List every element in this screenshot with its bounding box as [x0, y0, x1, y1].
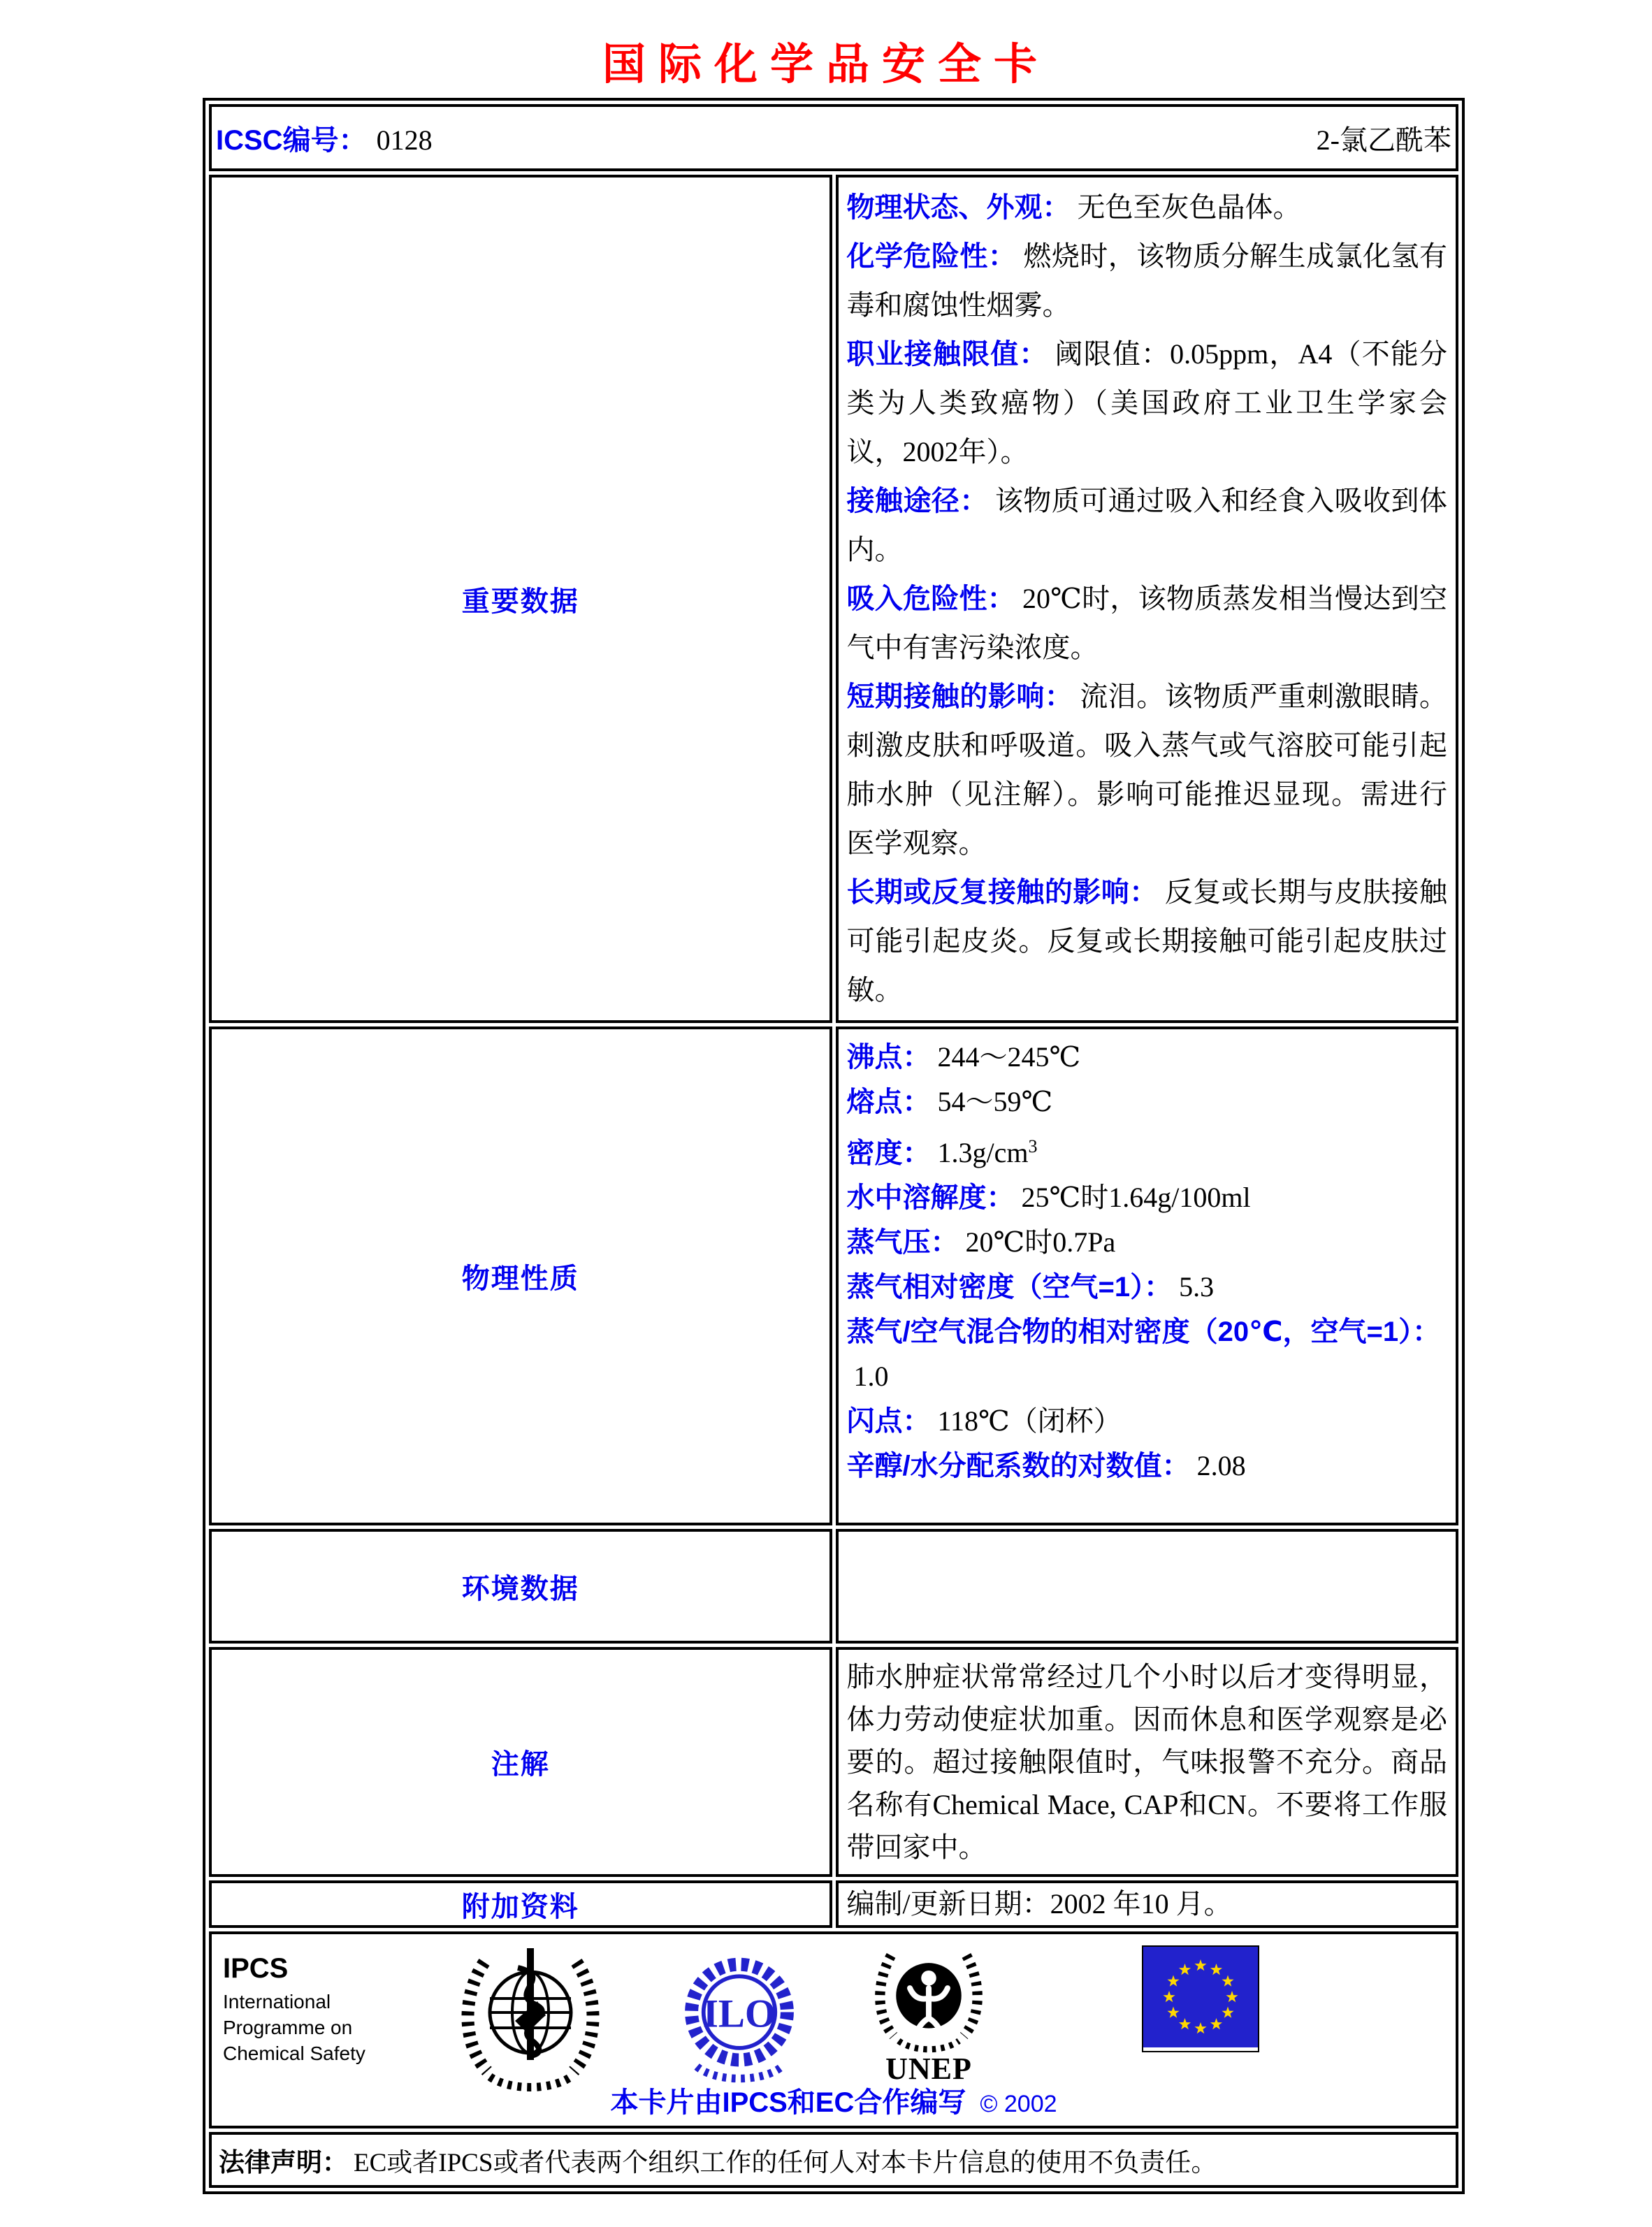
physical-item-8: [847, 1444, 1448, 1488]
legal-notice-text: EC或者IPCS或者代表两个组织工作的任何人对本卡片信息的使用不负责任。: [354, 2149, 1217, 2177]
physical-item-2: [847, 1124, 1448, 1175]
ipcs-subtitle-line: Programme on: [223, 2017, 353, 2038]
field-label: 闪点：: [846, 1406, 931, 1437]
field-value: 燃烧时，该物质分解生成氯化氢有毒和腐蚀性烟雾。: [846, 240, 1448, 321]
physical-item-3: [847, 1175, 1448, 1220]
ilo-logo-icon: [673, 1950, 806, 2093]
density-exponent: 3: [1028, 1136, 1038, 1156]
section-label-physical-properties: 物理性质: [209, 1027, 832, 1525]
physical-item-6: [847, 1310, 1448, 1399]
field-value: 反复或长期与皮肤接触可能引起皮炎。反复或长期接触可能引起皮肤过敏。: [846, 876, 1448, 1006]
field-value: 该物质可通过吸入和经食入吸收到体内。: [846, 485, 1447, 565]
physical-item-5: [847, 1265, 1448, 1310]
ilo-logo-text: ILO: [702, 1992, 776, 2036]
icsc-number-group: [216, 118, 433, 158]
who-logo-icon: [454, 1943, 607, 2103]
section-label-notes: 注解: [209, 1647, 832, 1877]
field-value: 5.3: [1179, 1271, 1215, 1303]
field-label: 蒸气/空气混合物的相对密度（20℃，空气=1）：: [846, 1316, 1441, 1348]
field-value: 1.3g/cm: [937, 1137, 1029, 1169]
field-label: 长期或反复接触的影响：: [846, 877, 1158, 908]
field-value: 118℃（闭杯）: [937, 1405, 1122, 1437]
field-label: 水中溶解度：: [846, 1182, 1015, 1214]
icsc-number-value: 0128: [376, 124, 433, 156]
ipcs-block: [223, 1952, 365, 2066]
physical-properties-content: [836, 1027, 1459, 1525]
field-value: 20℃时0.7Pa: [965, 1226, 1116, 1258]
important-data-content: [836, 175, 1459, 1023]
field-label: 吸入危险性：: [846, 583, 1015, 614]
important-item-6: [847, 868, 1448, 1015]
important-item-1: [847, 232, 1448, 330]
unep-logo-text: UNEP: [885, 2052, 972, 2086]
field-label: 化学危险性：: [846, 241, 1017, 272]
icsc-number-label: ICSC编号：: [216, 124, 367, 156]
caption-copyright: © 2002: [980, 2091, 1057, 2117]
important-item-5: [847, 672, 1448, 868]
field-label: 蒸气压：: [846, 1227, 959, 1258]
field-label: 接触途径：: [846, 486, 988, 516]
field-label: 密度：: [846, 1138, 931, 1169]
field-value: 无色至灰色晶体。: [1077, 191, 1301, 223]
caption-text: 本卡片由IPCS和EC合作编写: [610, 2087, 966, 2118]
section-label-important-data: 重要数据: [209, 175, 832, 1023]
field-value: 阈限值：0.05ppm，A4（不能分类为人类致癌物）（美国政府工业卫生学家会议，2002年）。: [846, 338, 1448, 467]
field-value: 2.08: [1196, 1450, 1246, 1482]
field-label: 沸点：: [846, 1042, 931, 1073]
physical-item-7: [847, 1399, 1448, 1444]
additional-info-content: 编制/更新日期：2002 年10 月。: [836, 1880, 1459, 1928]
field-label: 短期接触的影响：: [846, 681, 1073, 712]
field-value: 54～59℃: [937, 1086, 1053, 1117]
field-value: 20℃时，该物质蒸发相当慢达到空气中有害污染浓度。: [846, 583, 1448, 663]
page-title: 国际化学品安全卡: [602, 41, 1050, 89]
unep-logo-icon: [859, 1945, 999, 2084]
field-value: 25℃时1.64g/100ml: [1021, 1182, 1251, 1214]
chemical-name: 2-氯乙酰苯: [1316, 124, 1451, 156]
field-label: 辛醇/水分配系数的对数值：: [846, 1451, 1190, 1482]
physical-item-0: [847, 1035, 1448, 1080]
important-item-3: [847, 477, 1448, 574]
ipcs-subtitle-line: Chemical Safety: [223, 2043, 365, 2064]
field-value: 流泪。该物质严重刺激眼睛。刺激皮肤和呼吸道。吸入蒸气或气溶胶可能引起肺水肿（见注解）。影响可能推迟显现。需进行医学观察。: [846, 681, 1448, 859]
card-header-row: [209, 104, 1458, 171]
field-label: 蒸气相对密度（空气=1）：: [846, 1272, 1173, 1303]
field-label: 物理状态、外观：: [846, 192, 1071, 223]
organization-logos-row: [209, 1931, 1458, 2128]
field-label: 熔点：: [846, 1087, 931, 1117]
important-item-0: [847, 183, 1448, 232]
notes-content: [836, 1647, 1459, 1877]
legal-notice-label: 法律声明：: [219, 2148, 348, 2177]
field-value: 1.0: [853, 1361, 889, 1393]
field-value: 244～245℃: [937, 1041, 1081, 1073]
legal-notice-row: [209, 2132, 1458, 2188]
notes-text: 肺水肿症状常常经过几个小时以后才变得明显，体力劳动使症状加重。因而休息和医学观察是必要的。超过接触限值时，气味报警不充分。商品名称有Chemical Mace, CAP和CN。不要将工作服带回家中。: [846, 1661, 1447, 1863]
ipcs-title: IPCS: [223, 1953, 289, 1984]
physical-item-4: [847, 1220, 1448, 1265]
section-label-additional-info: 附加资料: [209, 1880, 832, 1928]
ipcs-subtitle-line: International: [223, 1991, 331, 2012]
footer-caption: [212, 2080, 1456, 2120]
field-label: 职业接触限值：: [846, 339, 1048, 370]
eu-flag-icon: [1142, 1945, 1259, 2052]
icsc-card-table: [203, 98, 1465, 2194]
section-label-environmental-data: 环境数据: [209, 1529, 832, 1644]
physical-item-1: [847, 1080, 1448, 1124]
important-item-4: [847, 574, 1448, 672]
important-item-2: [847, 330, 1448, 477]
environmental-data-content: [836, 1529, 1459, 1644]
